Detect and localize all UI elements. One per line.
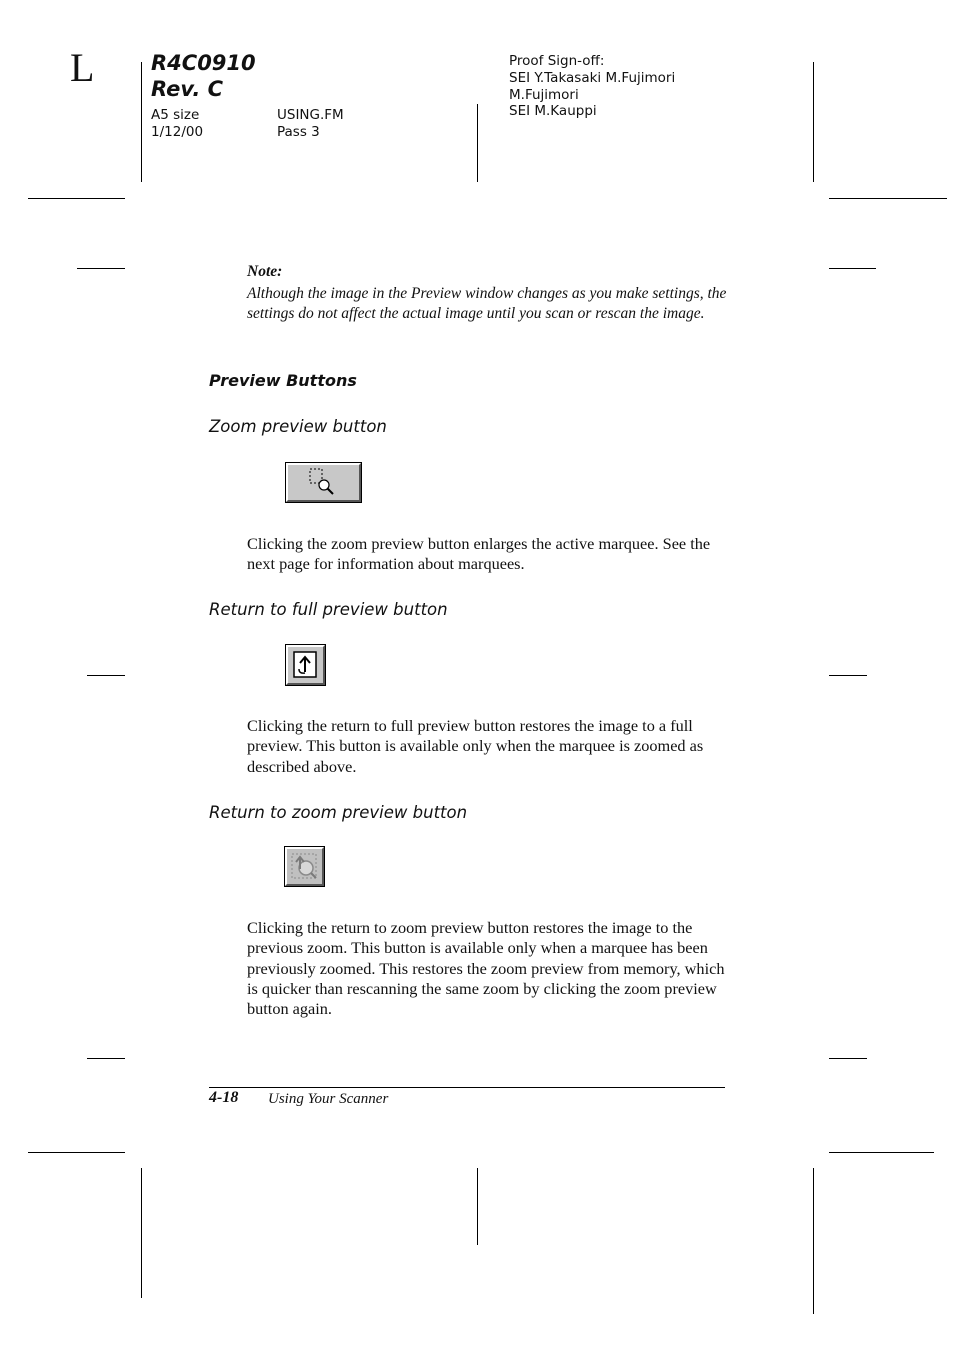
crop-mark xyxy=(829,1058,867,1059)
corner-letter: L xyxy=(70,45,95,90)
crop-mark xyxy=(829,675,867,676)
crop-mark xyxy=(829,198,947,199)
proof-line: SEI M.Kauppi xyxy=(509,103,597,120)
crop-mark xyxy=(477,104,478,182)
crop-mark xyxy=(87,1058,125,1059)
proof-signoff xyxy=(509,53,675,120)
return-zoom-preview-button[interactable] xyxy=(285,847,324,886)
zoom-preview-icon xyxy=(288,465,359,500)
crop-mark xyxy=(829,1152,934,1153)
zoom-preview-heading: Zoom preview button xyxy=(209,417,387,436)
return-full-preview-button[interactable] xyxy=(286,645,325,685)
crop-mark xyxy=(28,1152,125,1153)
proof-line: Proof Sign-off: xyxy=(509,53,605,69)
crop-mark xyxy=(813,62,814,182)
return-full-preview-description: Clicking the return to full preview button restores the image to a full preview. This button is available only when the marquee is zoomed as described above. xyxy=(247,716,704,776)
note-title: Note: xyxy=(247,263,283,280)
revision: Rev. C xyxy=(151,77,224,101)
crop-mark xyxy=(813,1168,814,1314)
file-name: USING.FM xyxy=(277,107,344,123)
return-zoom-preview-heading: Return to zoom preview button xyxy=(209,803,468,822)
file-pass xyxy=(277,107,344,140)
crop-mark xyxy=(477,1168,478,1245)
crop-mark xyxy=(28,198,125,199)
chapter-title: Using Your Scanner xyxy=(268,1091,389,1107)
return-full-preview-icon xyxy=(288,647,323,683)
return-zoom-preview-description: Clicking the return to zoom preview button restores the image to the previous zoom. This button is available only when a marquee has been previously zoomed. This restores the zoom preview from memory, which is quicker than rescanning the same zoom by clicking the zoom preview button again. xyxy=(247,918,725,1019)
crop-mark xyxy=(77,268,125,269)
proof-line: SEI Y.Takasaki M.Fujimori xyxy=(509,69,676,86)
crop-mark xyxy=(829,268,876,269)
zoom-preview-button[interactable] xyxy=(286,463,361,502)
model-code: R4C0910 xyxy=(151,51,256,75)
doc-date: 1/12/00 xyxy=(151,123,204,140)
footer-rule xyxy=(209,1087,725,1088)
page-size: A5 size xyxy=(151,107,200,123)
return-zoom-preview-icon xyxy=(287,849,322,884)
section-title: Preview Buttons xyxy=(209,371,357,390)
crop-mark xyxy=(141,62,142,182)
page-number: 4-18 xyxy=(209,1089,239,1106)
pass-label: Pass 3 xyxy=(277,123,320,140)
crop-mark xyxy=(141,1168,142,1298)
doc-id xyxy=(151,50,256,102)
return-full-preview-heading: Return to full preview button xyxy=(209,600,448,619)
note-text: Although the image in the Preview window changes as you make settings, the settings do not affect the actual image until you scan or rescan the image. xyxy=(247,285,727,323)
proof-line: M.Fujimori xyxy=(509,86,579,103)
size-date xyxy=(151,107,203,140)
crop-mark xyxy=(87,675,125,676)
zoom-preview-description: Clicking the zoom preview button enlarges the active marquee. See the next page for information about marquees. xyxy=(247,534,711,574)
